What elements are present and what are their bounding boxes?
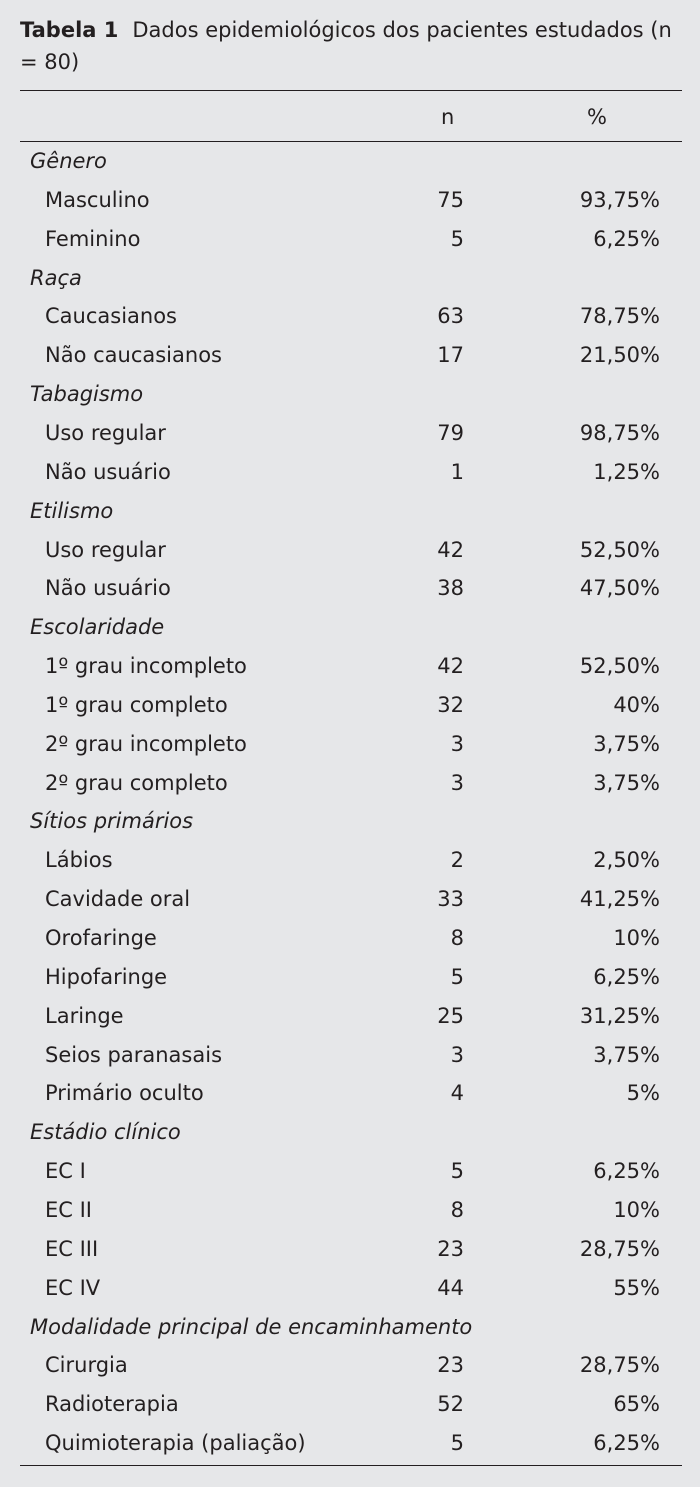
table-row <box>20 1036 682 1075</box>
table-row <box>20 647 682 686</box>
category-row <box>20 802 682 841</box>
table-row <box>20 997 682 1036</box>
table-label: Tabela 1 <box>20 18 119 42</box>
row-count: 5 <box>450 226 464 251</box>
row-count: 79 <box>437 420 464 445</box>
table-row <box>20 220 682 259</box>
table-row <box>20 1269 682 1308</box>
row-percent: 21,50% <box>579 343 660 368</box>
row-percent: 28,75% <box>579 1236 660 1261</box>
header-n: n <box>441 105 455 129</box>
row-percent: 52,50% <box>579 654 660 679</box>
category-row <box>20 1308 682 1347</box>
row-percent: 55% <box>613 1275 660 1300</box>
table-row <box>20 958 682 997</box>
row-percent: 47,50% <box>579 576 660 601</box>
row-count: 17 <box>437 343 464 368</box>
row-label: EC I <box>45 1159 86 1184</box>
row-label: EC III <box>45 1236 99 1261</box>
row-label: Masculino <box>45 187 150 212</box>
row-label: Lábios <box>45 848 113 873</box>
row-percent: 98,75% <box>579 420 660 445</box>
table-row <box>20 1191 682 1230</box>
row-label: Radioterapia <box>45 1392 179 1417</box>
row-label: EC II <box>45 1197 92 1222</box>
row-percent: 10% <box>613 926 660 950</box>
row-label: 1º grau incompleto <box>45 654 247 679</box>
category-label: Modalidade principal de encaminhamento <box>30 1314 473 1339</box>
row-label: Laringe <box>45 1003 124 1028</box>
row-count: 32 <box>437 692 464 717</box>
row-percent: 3,75% <box>593 731 660 756</box>
row-label: Uso regular <box>45 420 166 445</box>
row-count: 25 <box>437 1003 464 1028</box>
row-percent: 78,75% <box>579 304 660 329</box>
header-percent: % <box>587 105 607 129</box>
row-label: Uso regular <box>45 537 166 562</box>
table-row <box>20 1346 682 1385</box>
table-row <box>20 919 682 958</box>
row-label: 1º grau completo <box>45 692 228 717</box>
table-row <box>20 1152 682 1191</box>
row-count: 3 <box>450 1042 464 1067</box>
table-row <box>20 1385 682 1424</box>
table-row <box>20 297 682 336</box>
row-label: 2º grau completo <box>45 770 228 795</box>
row-count: 1 <box>450 459 464 484</box>
row-percent: 6,25% <box>593 226 660 251</box>
row-percent: 6,25% <box>593 1431 660 1456</box>
table-caption <box>20 14 686 78</box>
row-percent: 28,75% <box>579 1353 660 1378</box>
row-percent: 1,25% <box>593 459 660 484</box>
row-count: 5 <box>450 1431 464 1456</box>
table-row <box>20 181 682 220</box>
row-percent: 41,25% <box>579 887 660 912</box>
row-count: 4 <box>450 1081 464 1106</box>
row-label: Cirurgia <box>45 1353 128 1378</box>
category-label: Gênero <box>30 149 107 173</box>
category-row <box>20 608 682 647</box>
row-count: 75 <box>437 187 464 212</box>
row-percent: 65% <box>613 1392 660 1417</box>
row-percent: 3,75% <box>593 1042 660 1067</box>
row-count: 5 <box>450 964 464 989</box>
row-label: EC IV <box>45 1275 101 1300</box>
row-percent: 6,25% <box>593 964 660 989</box>
row-percent: 31,25% <box>579 1003 660 1028</box>
category-label: Sítios primários <box>30 809 194 834</box>
table-row <box>20 686 682 725</box>
category-label: Escolaridade <box>30 615 165 640</box>
row-label: Hipofaringe <box>45 964 168 989</box>
row-label: Não usuário <box>45 576 171 601</box>
row-count: 33 <box>437 887 464 912</box>
row-percent: 10% <box>613 1197 660 1222</box>
row-count: 3 <box>450 731 464 756</box>
table-row <box>20 841 682 880</box>
row-count: 8 <box>450 926 464 950</box>
row-count: 63 <box>437 304 464 329</box>
row-count: 42 <box>437 654 464 679</box>
row-label: Feminino <box>45 226 141 251</box>
row-count: 23 <box>437 1236 464 1261</box>
category-row <box>20 142 682 181</box>
row-label: Não usuário <box>45 459 171 484</box>
row-count: 23 <box>437 1353 464 1378</box>
row-label: Seios paranasais <box>45 1042 223 1067</box>
table-row <box>20 453 682 492</box>
category-row <box>20 492 682 531</box>
row-percent: 52,50% <box>579 537 660 562</box>
row-label: Quimioterapia (paliação) <box>45 1431 306 1456</box>
category-label: Tabagismo <box>30 382 144 407</box>
row-percent: 2,50% <box>593 848 660 873</box>
bottom-rule <box>20 1465 682 1466</box>
row-label: Caucasianos <box>45 304 177 329</box>
row-percent: 6,25% <box>593 1159 660 1184</box>
top-rule <box>20 90 682 91</box>
category-label: Estádio clínico <box>30 1120 181 1145</box>
row-count: 44 <box>437 1275 464 1300</box>
row-count: 5 <box>450 1159 464 1184</box>
row-percent: 93,75% <box>579 187 660 212</box>
row-percent: 3,75% <box>593 770 660 795</box>
table-row <box>20 336 682 375</box>
table-row <box>20 1230 682 1269</box>
table-title: Dados epidemiológicos dos pacientes estudados (n = 80) <box>20 18 672 74</box>
row-label: Cavidade oral <box>45 887 191 912</box>
row-count: 8 <box>450 1197 464 1222</box>
row-count: 38 <box>437 576 464 601</box>
table-row <box>20 764 682 803</box>
table-header-row <box>20 98 682 137</box>
table-row <box>20 880 682 919</box>
category-label: Etilismo <box>30 498 114 523</box>
category-row <box>20 1113 682 1152</box>
row-label: Não caucasianos <box>45 343 222 368</box>
row-percent: 5% <box>626 1081 660 1106</box>
row-count: 52 <box>437 1392 464 1417</box>
row-count: 3 <box>450 770 464 795</box>
table-row <box>20 1074 682 1113</box>
row-label: 2º grau incompleto <box>45 731 247 756</box>
table-row <box>20 725 682 764</box>
row-percent: 40% <box>613 692 660 717</box>
row-count: 42 <box>437 537 464 562</box>
category-label: Raça <box>30 265 82 290</box>
category-row <box>20 375 682 414</box>
table-row <box>20 531 682 570</box>
row-count: 2 <box>450 848 464 873</box>
category-row <box>20 259 682 298</box>
row-label: Orofaringe <box>45 926 157 950</box>
row-label: Primário oculto <box>45 1081 204 1106</box>
table-row <box>20 1424 682 1463</box>
table-row <box>20 569 682 608</box>
table-row <box>20 414 682 453</box>
